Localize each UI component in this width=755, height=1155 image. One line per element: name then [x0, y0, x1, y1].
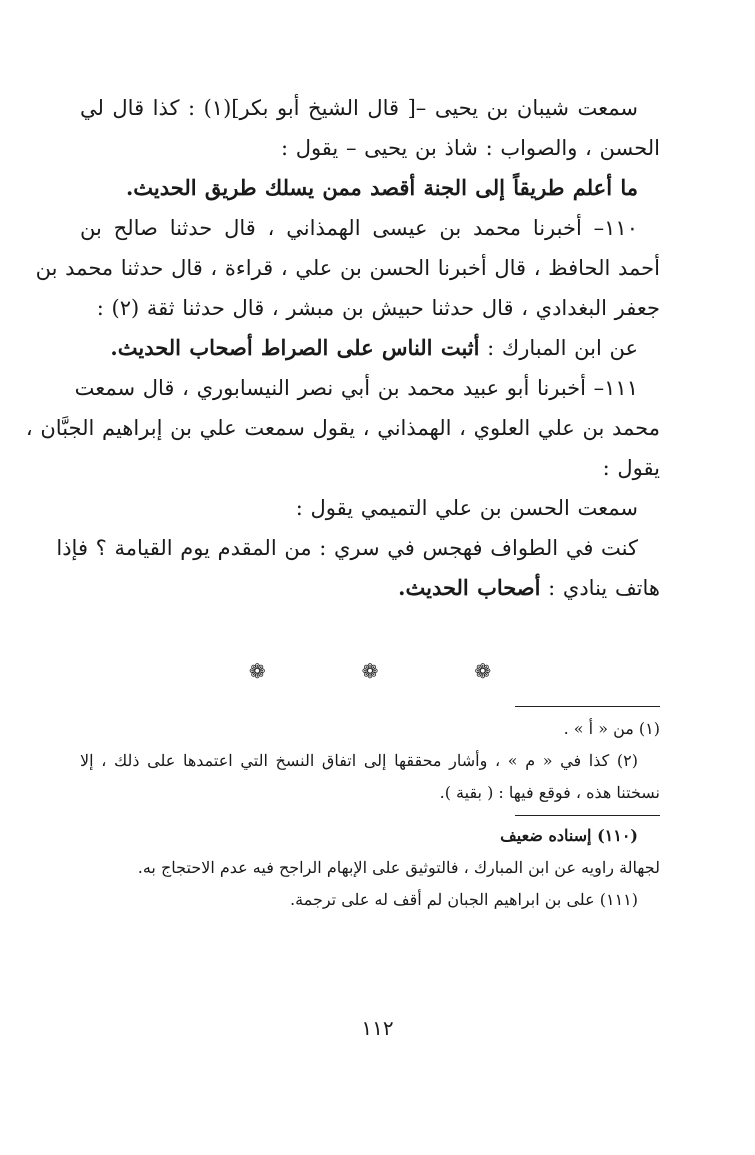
footnote-1: (١) من « أ » . [563, 719, 660, 738]
text-line: كنت في الطواف فهجس في سري : من المقدم يوم القيامة ؟ فإذا [56, 536, 638, 560]
text-line [80, 568, 660, 608]
line-prefix: هاتف ينادي : [540, 576, 660, 600]
text-line: يقول : [602, 456, 660, 480]
text-line: الحسن ، والصواب : شاذ بن يحيى – يقول : [280, 136, 660, 160]
footnote-2-cont: نسختنا هذه ، فوقع فيها : ( بقية ). [439, 783, 660, 802]
page-number: ١١٢ [361, 1016, 394, 1040]
flower-ornament-icon: ❁ [474, 659, 492, 683]
flower-ornament-icon: ❁ [361, 659, 379, 683]
footnote-2: (٢) كذا في « م » ، وأشار محققها إلى اتفاق النسخ التي اعتمدها على ذلك ، إلا [80, 751, 638, 770]
text-line: سمعت الحسن بن علي التميمي يقول : [295, 496, 638, 520]
text-line: جعفر البغدادي ، قال حدثنا حبيش بن مبشر ، قال حدثنا ثقة (٢) : [96, 296, 660, 320]
page-body [25, 88, 660, 916]
note-110-text: لجهالة راويه عن ابن المبارك ، فالتوثيق على الإبهام الراجح فيه عدم الاحتجاج به. [137, 858, 660, 877]
note-110-heading: (١١٠) إسناده ضعيف [500, 826, 638, 845]
text-line: أحمد الحافظ ، قال أخبرنا الحسن بن علي ، قراءة ، قال حدثنا محمد بن [35, 256, 660, 280]
quote-bold: أصحاب الحديث. [398, 575, 541, 600]
note-111: (١١١) على بن ابراهيم الجبان لم أقف له على ترجمة. [290, 890, 638, 909]
text-line: محمد بن علي العلوي ، الهمذاني ، يقول سمعت علي بن إبراهيم الجبَّان ، [25, 416, 660, 440]
text-line [80, 328, 660, 368]
flower-ornament-icon: ❁ [248, 659, 266, 683]
quote-bold: أثبت الناس على الصراط أصحاب الحديث. [110, 335, 480, 360]
line-prefix: عن ابن المبارك : [479, 336, 638, 360]
narration-111: ١١١– أخبرنا أبو عبيد محمد بن أبي نصر النيسابوري ، قال سمعت [74, 376, 638, 400]
text-line: سمعت شيبان بن يحيى –[ قال الشيخ أبو بكر](١) : كذا قال لي [80, 96, 639, 120]
narration-110: ١١٠– أخبرنا محمد بن عيسى الهمذاني ، قال حدثنا صالح بن [80, 216, 638, 240]
section-ornaments [80, 652, 660, 690]
quote-line: ما أعلم طريقاً إلى الجنة أقصد ممن يسلك طريق الحديث. [126, 175, 638, 200]
